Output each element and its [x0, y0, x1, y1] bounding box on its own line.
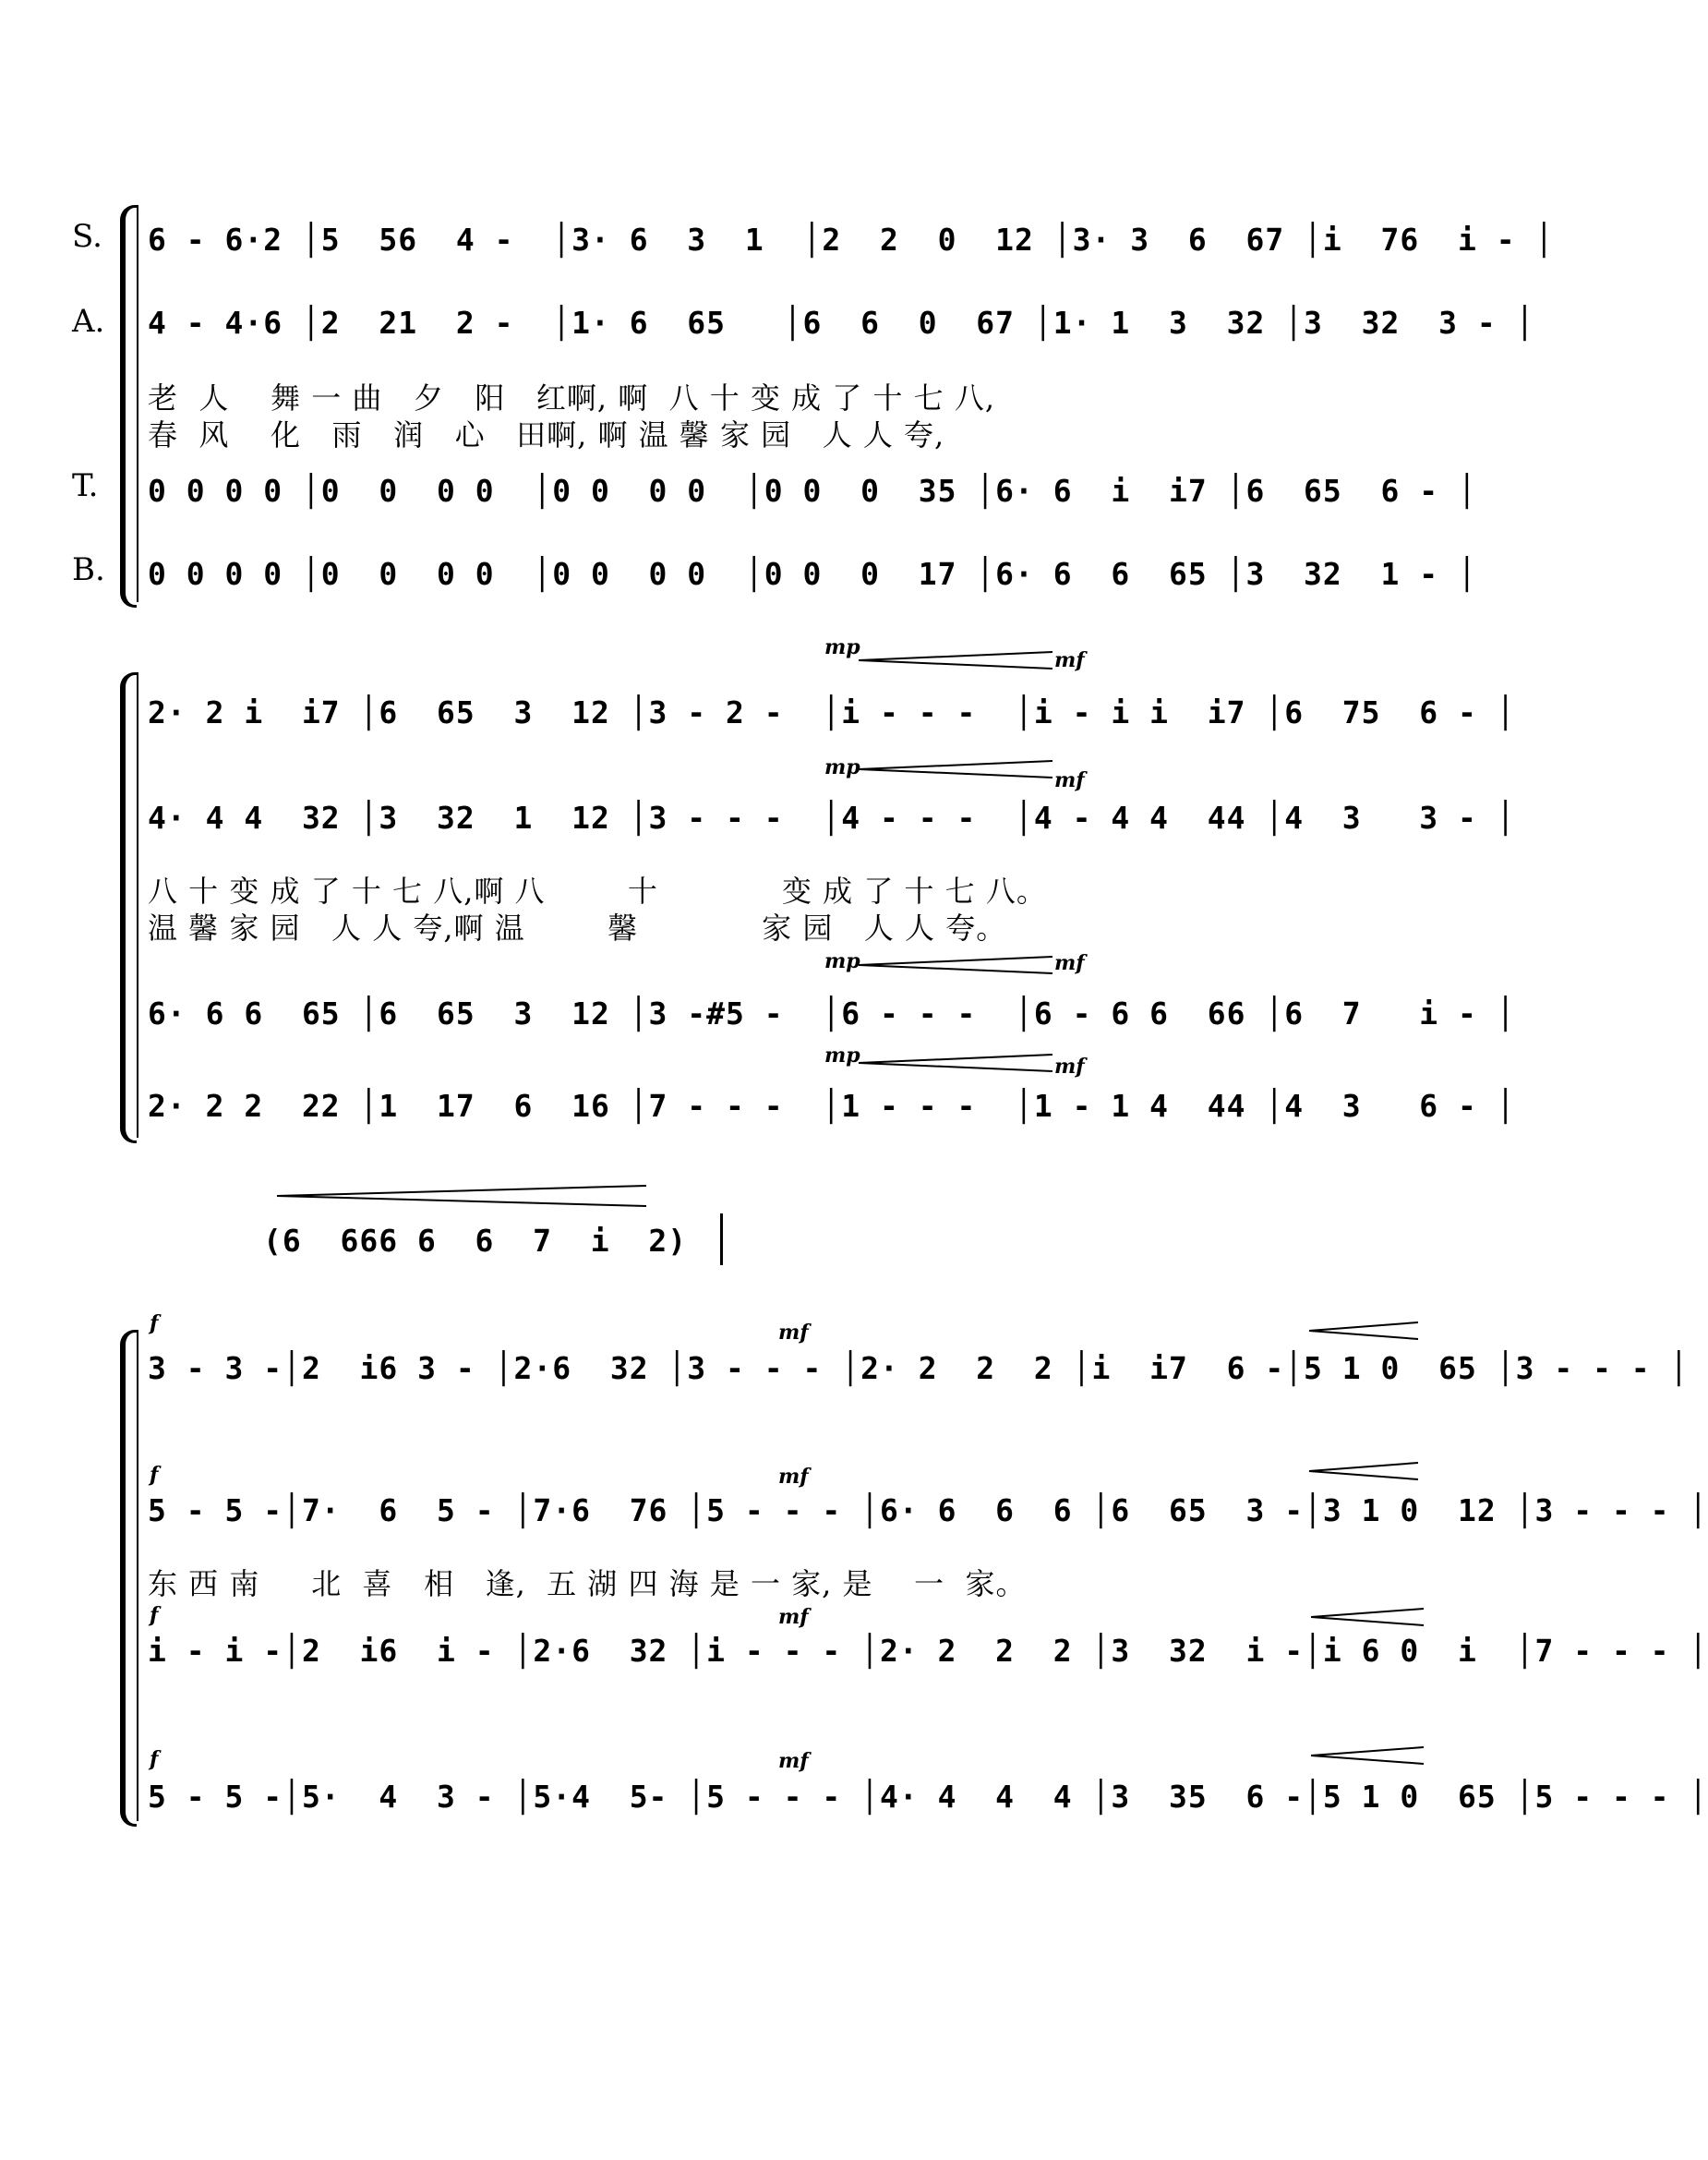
crescendo-hairpin — [859, 650, 1052, 670]
crescendo-hairpin — [1309, 1461, 1418, 1481]
system-barline-left — [137, 1330, 138, 1821]
dynamic-f: f — [150, 1311, 159, 1335]
lyric-verse-2-line-1: 春 风 化 雨 润 心 田啊, 啊 温 馨 家 园 人 人 夸, — [148, 417, 945, 453]
dynamic-mp: mp — [824, 635, 860, 659]
lyric-verse-2-line-2: 温 馨 家 园 人 人 夸,啊 温 馨 家 园 人 人 夸。 — [148, 911, 1007, 946]
tenor-line-2: 6· 6 6 65 │6 65 3 12 │3 -#5 - │6 - - - │6 - 6 6 66 │6 7 i - │ — [148, 996, 1516, 1032]
alto-line-1: 4 - 4·6 │2 21 2 - │1· 6 65 │6 6 0 67 │1· 1 3 32 │3 32 3 - │ — [148, 305, 1535, 341]
dynamic-f: f — [150, 1463, 159, 1487]
part-label-bass: B. — [72, 551, 105, 588]
soprano-line-2: 2· 2 i i7 │6 65 3 12 │3 - 2 - │i - - - │i - i i i7 │6 75 6 - │ — [148, 694, 1516, 730]
dynamic-mf: mf — [1054, 1055, 1085, 1079]
crescendo-hairpin — [859, 1053, 1052, 1073]
bass-line-3: 5 - 5 -│5· 4 3 - │5·4 5- │5 - - - │4· 4 4 4 │3 35 6 -│5 1 0 65 │5 - - - │ — [148, 1779, 1708, 1815]
system-brace — [120, 205, 137, 608]
crescendo-hairpin — [1309, 1321, 1418, 1341]
lyric-verse-1-line-1: 老 人 舞 一 曲 夕 阳 红啊, 啊 八 十 变 成 了 十 七 八, — [148, 380, 995, 416]
dynamic-f: f — [150, 1603, 159, 1627]
dynamic-mp: mp — [824, 1044, 860, 1068]
lyric-line-3: 东 西 南 北 喜 相 逢, 五 湖 四 海 是 一 家, 是 一 家。 — [148, 1566, 1027, 1601]
interlude-hairpin — [277, 1184, 646, 1208]
dynamic-mp: mp — [824, 949, 860, 973]
part-label-alto: A. — [72, 303, 105, 340]
dynamic-mp: mp — [824, 755, 860, 779]
soprano-line-3: 3 - 3 -│2 i6 3 - │2·6 32 │3 - - - │2· 2 2 2 │i i7 6 -│5 1 0 65 │3 - - - │ — [148, 1350, 1690, 1386]
crescendo-hairpin — [859, 955, 1052, 975]
dynamic-mf: mf — [1054, 951, 1085, 975]
lyric-verse-1-line-2: 八 十 变 成 了 十 七 八,啊 八 十 变 成 了 十 七 八。 — [148, 874, 1047, 909]
tenor-line-3: i - i -│2 i6 i - │2·6 32 │i - - - │2· 2 2 2 │3 32 i -│i 6 0 i │7 - - - │ — [148, 1633, 1708, 1669]
bass-line-1: 0 0 0 0 │0 0 0 0 │0 0 0 0 │0 0 0 17 │6· 6 6 65 │3 32 1 - │ — [148, 556, 1477, 592]
crescendo-hairpin — [1311, 1745, 1424, 1766]
system-barline-left — [137, 205, 138, 602]
soprano-line-1: 6 - 6·2 │5 56 4 - │3· 6 3 1 │2 2 0 12 │3· 3 6 67 │i 76 i - │ — [148, 222, 1555, 258]
alto-line-2: 4· 4 4 32 │3 32 1 12 │3 - - - │4 - - - │4 - 4 4 44 │4 3 3 - │ — [148, 800, 1516, 836]
alto-line-3: 5 - 5 -│7· 6 5 - │7·6 76 │5 - - - │6· 6 6 6 │6 65 3 -│3 1 0 12 │3 - - - │ — [148, 1492, 1708, 1528]
system-brace — [120, 672, 137, 1143]
dynamic-mf: mf — [778, 1605, 809, 1629]
dynamic-mf: mf — [1054, 768, 1085, 792]
crescendo-hairpin — [1311, 1607, 1424, 1627]
dynamic-mf: mf — [778, 1465, 809, 1489]
dynamic-mf: mf — [778, 1321, 809, 1345]
interlude-line: (6 666 6 6 7 i 2) — [263, 1223, 688, 1259]
bass-line-2: 2· 2 2 22 │1 17 6 16 │7 - - - │1 - - - │1 - 1 4 44 │4 3 6 - │ — [148, 1088, 1516, 1124]
interlude-barline — [720, 1213, 723, 1265]
part-label-tenor: T. — [72, 467, 99, 504]
system-barline-left — [137, 672, 138, 1138]
dynamic-mf: mf — [778, 1749, 809, 1773]
part-label-soprano: S. — [72, 218, 102, 255]
tenor-line-1: 0 0 0 0 │0 0 0 0 │0 0 0 0 │0 0 0 35 │6· 6 i i7 │6 65 6 - │ — [148, 473, 1477, 509]
crescendo-hairpin — [859, 759, 1052, 779]
dynamic-f: f — [150, 1747, 159, 1771]
system-brace — [120, 1330, 137, 1827]
dynamic-mf: mf — [1054, 648, 1085, 672]
